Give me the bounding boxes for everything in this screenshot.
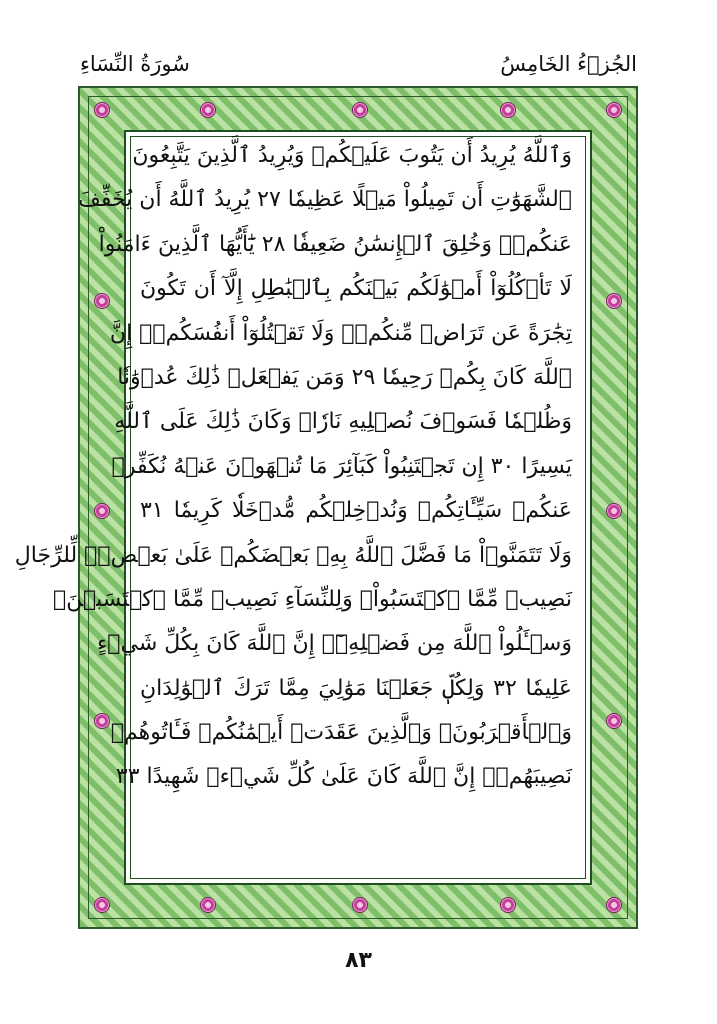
text-line: وَظُلۡمٗا فَسَوۡفَ نُصۡلِيهِ نَارٗاۚ وَكَانَ ذَٰلِكَ عَلَى ٱللَّهِ [114, 409, 572, 435]
quran-text [14, 134, 572, 800]
text-line: يَسِيرًا ٣٠ إِن تَجۡتَنِبُواْ كَبَآئِرَ مَا تُنۡهَوۡنَ عَنۡهُ نُكَفِّرۡ [111, 453, 572, 479]
text-line: عَنكُمۡ سَيِّـَٔاتِكُمۡ وَنُدۡخِلۡكُم مُّدۡخَلٗا كَرِيمٗا ٣١ [140, 498, 572, 524]
text-line: نَصِيبَهُمۡۚ إِنَّ ٱللَّهَ كَانَ عَلَىٰ كُلِّ شَيۡءٖ شَهِيدًا ٣٣ [115, 764, 572, 790]
text-line: ٱلشَّهَوَٰتِ أَن تَمِيلُواْ مَيۡلًا عَظِيمٗا ٢٧ يُرِيدُ ٱللَّهُ أَن يُخَفِّفَ [78, 187, 572, 213]
surah-header: سُورَةُ النِّسَاءِ [80, 52, 190, 76]
text-line: عَلِيمٗا ٣٢ وَلِكُلّٖ جَعَلۡنَا مَوَٰلِيَ مِمَّا تَرَكَ ٱلۡوَٰلِدَانِ [140, 675, 572, 701]
text-line: وَٱلۡأَقۡرَبُونَۚ وَٱلَّذِينَ عَقَدَتۡ أَيۡمَٰنُكُمۡ فَـَٔاتُوهُمۡ [110, 720, 572, 746]
text-line: عَنكُمۡۚ وَخُلِقَ ٱلۡإِنسَٰنُ ضَعِيفٗا ٢٨ يَٰٓأَيُّهَا ٱلَّذِينَ ءَامَنُواْ [98, 231, 572, 257]
text-line: لَا تَأۡكُلُوٓاْ أَمۡوَٰلَكُم بَيۡنَكُم بِٱلۡبَٰطِلِ إِلَّآ أَن تَكُونَ [140, 276, 572, 302]
text-line: وَلَا تَتَمَنَّوۡاْ مَا فَضَّلَ ٱللَّهُ بِهِۦ بَعۡضَكُمۡ عَلَىٰ بَعۡضٖۚ لِّلرِّجَالِ [14, 542, 572, 568]
page-number: ٨٣ [345, 948, 372, 973]
juz-header: الجُزۡءُ الخَامِسُ [500, 52, 637, 76]
text-line: نَصِيبٞ مِّمَّا ٱكۡتَسَبُواْۖ وَلِلنِّسَآءِ نَصِيبٞ مِّمَّا ٱكۡتَسَبۡنَۚ [53, 586, 572, 612]
text-line: وَٱللَّهُ يُرِيدُ أَن يَتُوبَ عَلَيۡكُمۡ وَيُرِيدُ ٱلَّذِينَ يَتَّبِعُونَ [132, 143, 572, 168]
text-line: ٱللَّهَ كَانَ بِكُمۡ رَحِيمٗا ٢٩ وَمَن يَفۡعَلۡ ذَٰلِكَ عُدۡوَٰنٗا [117, 364, 572, 390]
text-line: تِجَٰرَةً عَن تَرَاضٖ مِّنكُمۡۚ وَلَا تَقۡتُلُوٓاْ أَنفُسَكُمۡۚ إِنَّ [109, 320, 572, 346]
text-line: وَسۡـَٔلُواْ ٱللَّهَ مِن فَضۡلِهِۦٓۚ إِنَّ ٱللَّهَ كَانَ بِكُلِّ شَيۡءٍ [96, 631, 572, 657]
